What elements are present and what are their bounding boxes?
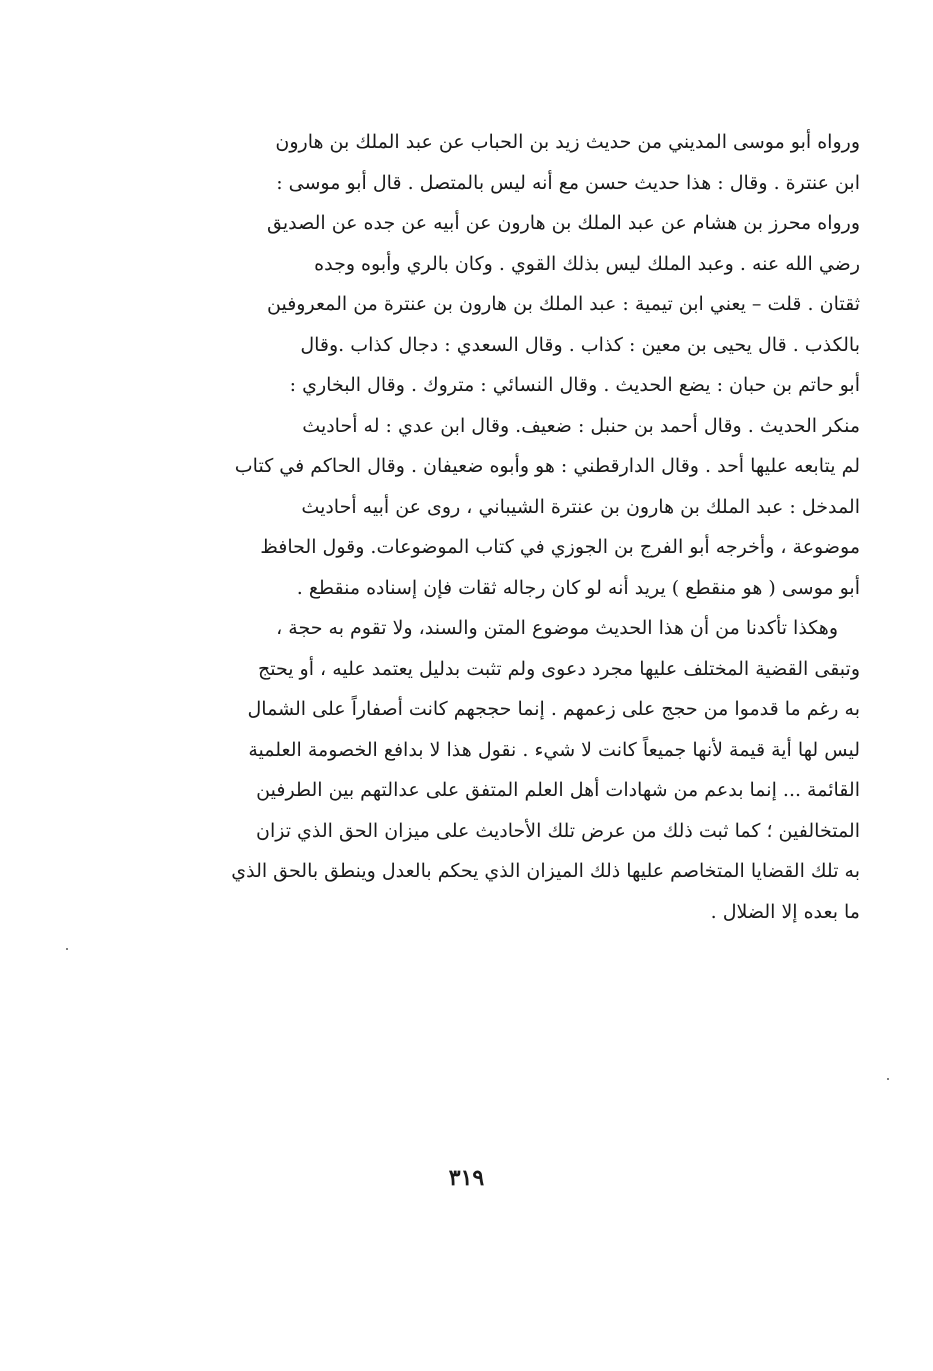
text-line: رضي الله عنه . وعبد الملك ليس بذلك القوي . وكان بالري وأبوه وجده	[314, 252, 860, 275]
text-line: ثقتان . قلت – يعني ابن تيمية : عبد الملك بن هارون بن عنترة من المعروفين	[267, 293, 860, 315]
text-line: المتخالفين ؛ كما ثبت ذلك من عرض تلك الأحاديث على ميزان الحق الذي تزان	[255, 819, 860, 842]
text-line: موضوعة ، وأخرجه أبو الفرج بن الجوزي في كتاب الموضوعات. وقول الحافظ	[260, 536, 860, 558]
text-line: بالكذب . قال يحيى بن معين : كذاب . وقال السعدي : دجال كذاب .وقال	[300, 333, 860, 356]
text-line: به تلك القضايا المتخاصم عليها ذلك الميزان الذي يحكم بالعدل وينطق بالحق الذي	[231, 860, 860, 882]
text-line: لم يتابعه عليها أحد . وقال الدارقطني : هو وأبوه ضعيفان . وقال الحاكم في كتاب	[234, 455, 860, 477]
text-line: ليس لها أية قيمة لأنها جميعاً كانت لا شيء . نقول هذا لا بدافع الخصومة العلمية	[248, 738, 860, 761]
text-line: ورواه أبو موسى المديني من حديث زيد بن الحباب عن عبد الملك بن هارون	[275, 131, 860, 153]
text-line: منكر الحديث . وقال أحمد بن حنبل : ضعيف. وقال ابن عدي : له أحاديث	[302, 414, 860, 437]
text-line: ما بعده إلا الضلال .	[710, 900, 860, 923]
text-line: القائمة ... إنما بدعم من شهادات أهل العلم المتفق على عدالتهم بين الطرفين	[256, 779, 860, 801]
text-line: ورواه محرز بن هشام عن عبد الملك بن هارون عن أبيه عن جده عن الصديق	[267, 212, 860, 234]
scan-speck	[887, 1078, 889, 1080]
text-line: أبو حاتم بن حبان : يضع الحديث . وقال النسائي : متروك . وقال البخاري :	[289, 374, 860, 396]
scan-speck	[66, 948, 68, 950]
page-number: ٣١٩	[448, 1165, 485, 1191]
text-line: به رغم ما قدموا من حجج على زعمهم . إنما حججهم كانت أصفاراً على الشمال	[247, 698, 860, 720]
text-line: وهكذا تأكدنا من أن هذا الحديث موضوع المتن والسند، ولا تقوم به حجة ،	[276, 617, 838, 639]
body-text	[160, 122, 860, 932]
text-line: المدخل : عبد الملك بن هارون بن عنترة الشيباني ، روى عن أبيه أحاديث	[301, 495, 860, 518]
text-line: وتبقى القضية المختلف عليها مجرد دعوى ولم تثبت بدليل يعتمد عليه ، أو يحتج	[257, 657, 860, 680]
text-line: أبو موسى ( هو منقطع ) يريد أنه لو كان رجاله ثقات فإن إسناده منقطع .	[296, 576, 860, 599]
text-line: ابن عنترة . وقال : هذا حديث حسن مع أنه ليس بالمتصل . قال أبو موسى :	[276, 171, 860, 194]
